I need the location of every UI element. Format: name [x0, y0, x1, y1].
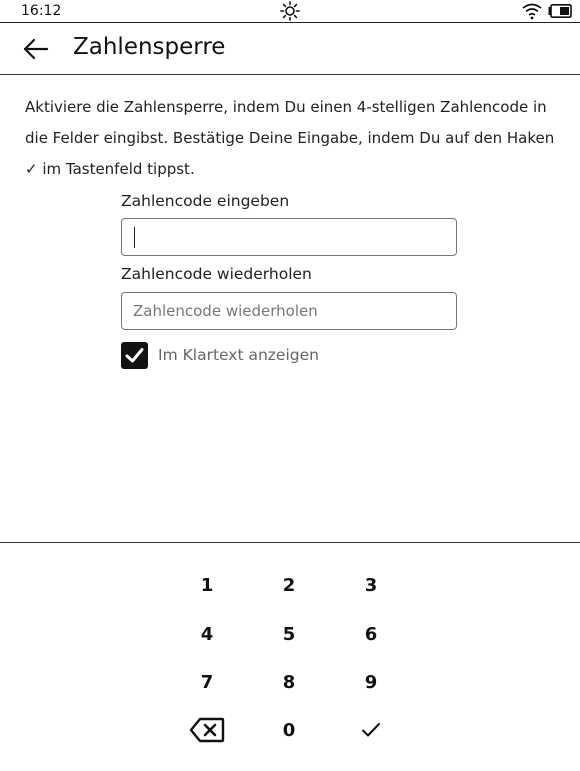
key-5[interactable]: 5 — [282, 623, 296, 645]
back-arrow-icon[interactable] — [22, 35, 50, 63]
checkmark-icon — [360, 721, 382, 739]
checkmark-icon — [124, 345, 145, 366]
brightness-icon[interactable] — [280, 1, 300, 21]
key-8[interactable]: 8 — [282, 671, 296, 693]
status-time: 16:12 — [21, 3, 62, 19]
repeat-field[interactable] — [121, 292, 457, 330]
app-header — [0, 23, 580, 73]
battery-icon[interactable] — [548, 4, 572, 18]
key-4[interactable]: 4 — [200, 623, 214, 645]
show-plain-checkbox-row[interactable] — [121, 341, 319, 369]
code-label: Zahlencode eingeben — [121, 192, 290, 210]
confirm-key[interactable] — [341, 710, 401, 750]
keypad-divider — [0, 542, 580, 543]
repeat-input[interactable] — [122, 293, 456, 329]
show-plain-checkbox[interactable] — [121, 342, 148, 369]
wifi-icon[interactable] — [521, 2, 543, 20]
header-divider — [0, 74, 580, 75]
key-3[interactable]: 3 — [364, 574, 378, 596]
backspace-icon — [189, 717, 225, 743]
key-1[interactable]: 1 — [200, 574, 214, 596]
status-bar — [0, 0, 580, 22]
show-plain-label: Im Klartext anzeigen — [158, 346, 319, 364]
code-input[interactable] — [122, 219, 456, 255]
code-field[interactable] — [121, 218, 457, 256]
text-caret — [134, 227, 135, 248]
page-title: Zahlensperre — [73, 34, 226, 60]
repeat-label: Zahlencode wiederholen — [121, 265, 312, 283]
key-9[interactable]: 9 — [364, 671, 378, 693]
key-2[interactable]: 2 — [282, 574, 296, 596]
key-6[interactable]: 6 — [364, 623, 378, 645]
instructions-text: Aktiviere die Zahlensperre, indem Du einen 4-stelligen Zahlencode in die Felder eingibst. Bestätige Deine Eingabe, indem Du auf den Haken ✓ im Tastenfeld tippst. — [25, 98, 555, 178]
key-0[interactable]: 0 — [282, 719, 296, 741]
backspace-key[interactable] — [177, 710, 237, 750]
key-7[interactable]: 7 — [200, 671, 214, 693]
